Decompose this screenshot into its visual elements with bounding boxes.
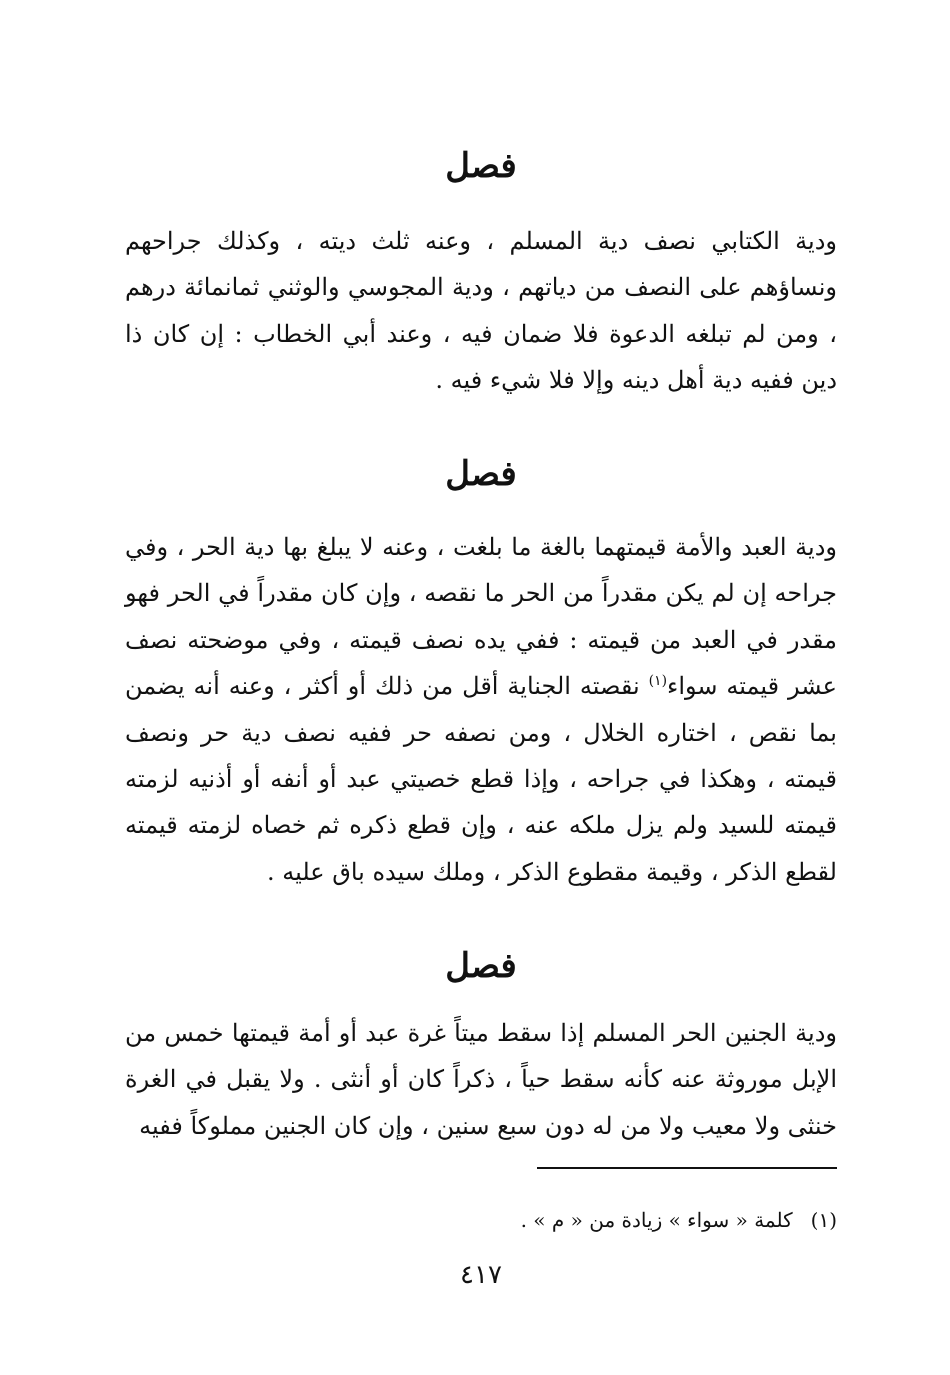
footnote-divider — [537, 1167, 837, 1169]
paragraph-text: ودية العبد والأمة قيمتهما بالغة ما بلغت ، وعنه لا يبلغ بها دية الحر ، وفي جراحه إن لم يكن مقدراً من الحر ما نقصه ، وإن كان مقدراً في الحر فهو مقدر في العبد من قيمته : ففي يده نصف قيمته ، وفي موضحته نصف عشر قيمته سواء — [125, 533, 838, 701]
section-heading: فصل — [445, 146, 517, 186]
footnote-number: (١) — [810, 1208, 837, 1232]
book-page — [125, 0, 837, 1375]
section-paragraph — [125, 524, 837, 895]
footnote-text: كلمة « سواء » زيادة من « م » . — [520, 1208, 793, 1232]
page-number: ٤١٧ — [460, 1260, 502, 1290]
section-paragraph: ودية الجنين الحر المسلم إذا سقط ميتاً غرة عبد أو أمة قيمتها خمس من الإبل موروثة عنه كأنه سقط حياً ، ذكراً كان أو أنثى . ولا يقبل في الغرة خنثى ولا معيب ولا من له دون سبع سنين ، وإن كان الجنين مملوكاً ففيه — [125, 1019, 837, 1140]
footnote-marker: (١) — [648, 673, 668, 690]
section-heading: فصل — [445, 946, 517, 986]
section-paragraph: ودية الكتابي نصف دية المسلم ، وعنه ثلث ديته ، وكذلك جراحهم ونساؤهم على النصف من دياتهم ، ودية المجوسي والوثني ثمانمائة درهم ، ومن لم تبلغه الدعوة فلا ضمان فيه ، وعند أبي الخطاب : إن كان ذا دين ففيه دية أهل دينه وإلا فلا شيء فيه . — [125, 227, 837, 395]
paragraph-text: نقصته الجناية أقل من ذلك أو أكثر ، وعنه أنه يضمن بما نقص ، اختاره الخلال ، ومن نصفه حر ففيه نصف دية حر ونصف قيمته ، وهكذا في جراحه ، وإذا قطع خصيتي عبد أو أنفه أو أذنيه لزمته قيمته للسيد ولم يزل ملكه عنه ، وإن قطع ذكره ثم خصاه لزمته قيمته لقطع الذكر ، وقيمة مقطوع الذكر ، وملك سيده باق عليه . — [125, 672, 837, 886]
footnote — [125, 1205, 837, 1235]
section-heading: فصل — [445, 454, 517, 494]
